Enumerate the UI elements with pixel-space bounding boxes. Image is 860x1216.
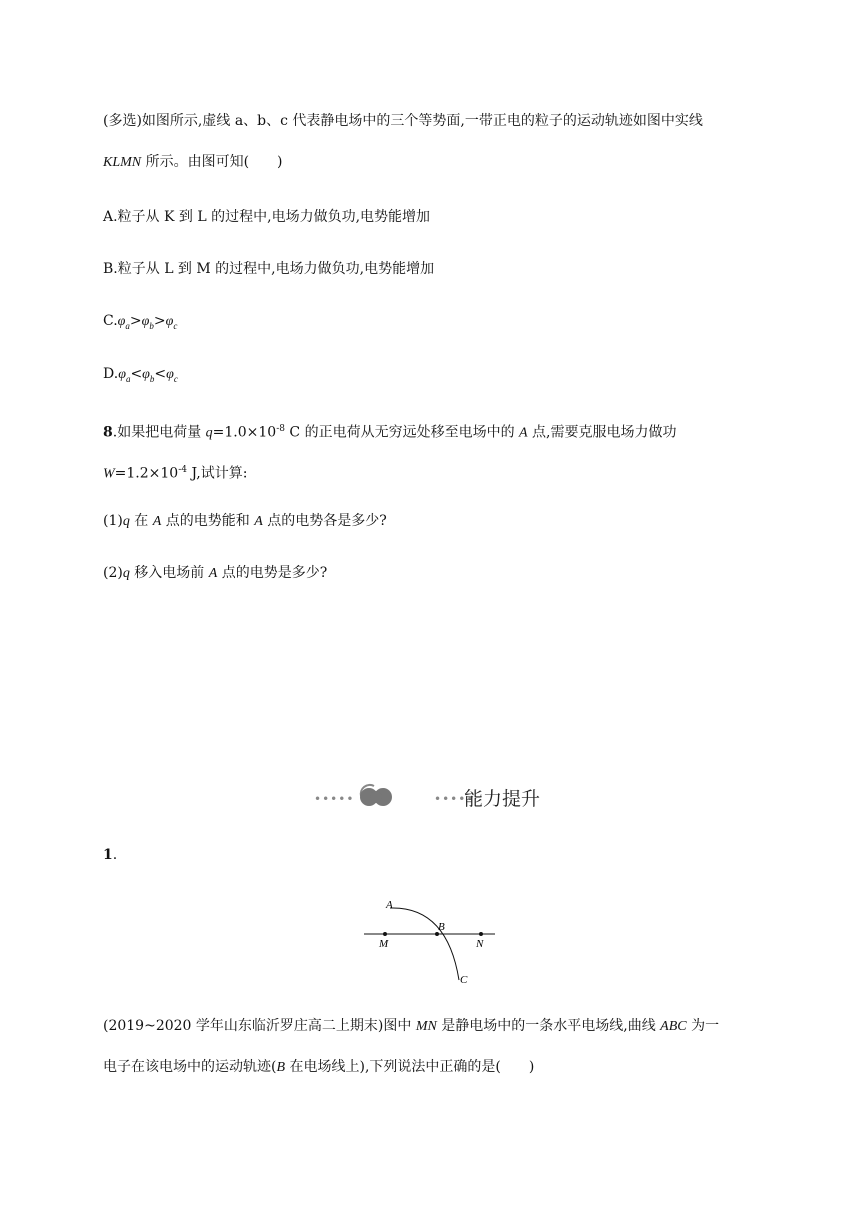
q8-var-q: q (122, 514, 130, 529)
q8-text: 移入电场前 (129, 565, 209, 581)
q7-stem-line1: (多选)如图所示,虚线 a、b、c 代表静电场中的三个等势面,一带正电的粒子的运动轨迹如图中实线 (103, 113, 703, 129)
phi-symbol: φ (118, 367, 126, 382)
q8-sub1-prefix: (1) (103, 513, 123, 529)
q1-stem-line1 (103, 1016, 719, 1037)
sub-b: b (149, 320, 154, 331)
q7-option-d-prefix: D. (103, 366, 119, 382)
sub-b: b (149, 373, 155, 384)
q8-sub2-prefix: (2) (103, 565, 123, 581)
q8-sub1 (103, 511, 387, 532)
q8-exponent: -4 (178, 465, 187, 475)
q1-text: 在电场线上),下列说法中正确的是( ) (285, 1059, 535, 1075)
label-m: M (379, 938, 389, 950)
q1-var-mn: MN (415, 1019, 437, 1034)
q7-option-d (103, 364, 178, 389)
q8-line2 (103, 460, 247, 485)
q8-text: 点的电势是多少? (217, 565, 328, 581)
phi-symbol: φ (142, 367, 150, 382)
q1-number-digit: 1 (103, 847, 113, 863)
q8-point-a: A (254, 514, 263, 529)
q7-option-c-prefix: C. (103, 313, 118, 329)
sub-c: c (173, 373, 178, 384)
q8-exponent: -8 (276, 424, 285, 434)
q1-stem-line2 (103, 1057, 534, 1078)
q8-var-q: q (122, 566, 130, 581)
q1-text: 是静电场中的一条水平电场线,曲线 (436, 1018, 661, 1034)
q8-text: .如果把电荷量 (112, 424, 206, 441)
q8-point-a: A (152, 514, 162, 529)
q8-text: =1.2×10 (114, 465, 179, 482)
section-badge-icon (352, 782, 400, 812)
q8-text: J,试计算: (187, 465, 248, 482)
q8-var-w: W (103, 466, 115, 482)
point-m (383, 932, 387, 936)
point-n (479, 932, 483, 936)
q8-point-a: A (208, 566, 218, 581)
q8-text: =1.0×10 (212, 424, 277, 441)
q1-figure (362, 894, 502, 994)
phi-symbol: φ (165, 314, 174, 329)
label-b: B (438, 921, 445, 933)
q1-number (103, 845, 117, 865)
q8-line1 (103, 419, 677, 444)
q1-var-b: B (276, 1060, 286, 1075)
q8-text: 点的电势各是多少? (262, 513, 387, 529)
section-header (310, 782, 570, 812)
lt-sign: < (154, 366, 167, 382)
q7-option-a: A.粒子从 K 到 L 的过程中,电场力做负功,电势能增加 (103, 209, 431, 225)
q8-text: 点的电势能和 (161, 513, 255, 529)
lt-sign: < (130, 366, 143, 382)
q8-number: 8 (103, 424, 113, 441)
label-c: C (460, 974, 468, 986)
section-title: 能力提升 (464, 788, 541, 810)
dots-left: ••••• (314, 792, 355, 806)
sub-a: a (125, 373, 131, 384)
q8-sub2 (103, 563, 327, 584)
q8-var-q: q (205, 425, 213, 441)
sub-a: a (125, 320, 130, 331)
q1-text: 电子在该电场中的运动轨迹( (103, 1059, 277, 1075)
phi-symbol: φ (166, 367, 174, 382)
trajectory-abc (390, 908, 459, 980)
q8-point-a: A (519, 425, 528, 441)
q8-text: 在 (129, 513, 153, 529)
q8-text: C 的正电荷从无穷远处移至电场中的 (284, 424, 520, 441)
sub-c: c (173, 320, 178, 331)
q1-text: (2019~2020 学年山东临沂罗庄高二上期末)图中 (103, 1018, 416, 1034)
q7-option-b: B.粒子从 L 到 M 的过程中,电场力做负功,电势能增加 (103, 261, 435, 277)
phi-symbol: φ (117, 314, 126, 329)
gt-sign: > (153, 313, 166, 329)
dots-right: ••••• (434, 792, 475, 806)
q1-number-dot: . (112, 847, 118, 863)
gt-sign: > (129, 313, 142, 329)
q7-stem-line2 (103, 152, 283, 173)
q7-path-label: KLMN (103, 155, 142, 170)
label-n: N (476, 938, 484, 950)
phi-symbol: φ (141, 314, 150, 329)
q7-stem-line2-rest: 所示。由图可知( ) (141, 154, 283, 170)
q7-option-c (103, 311, 177, 336)
q8-text: 点,需要克服电场力做功 (527, 424, 677, 441)
label-a: A (386, 899, 393, 911)
q1-text: 为一 (686, 1018, 720, 1034)
q1-var-abc: ABC (660, 1019, 687, 1034)
